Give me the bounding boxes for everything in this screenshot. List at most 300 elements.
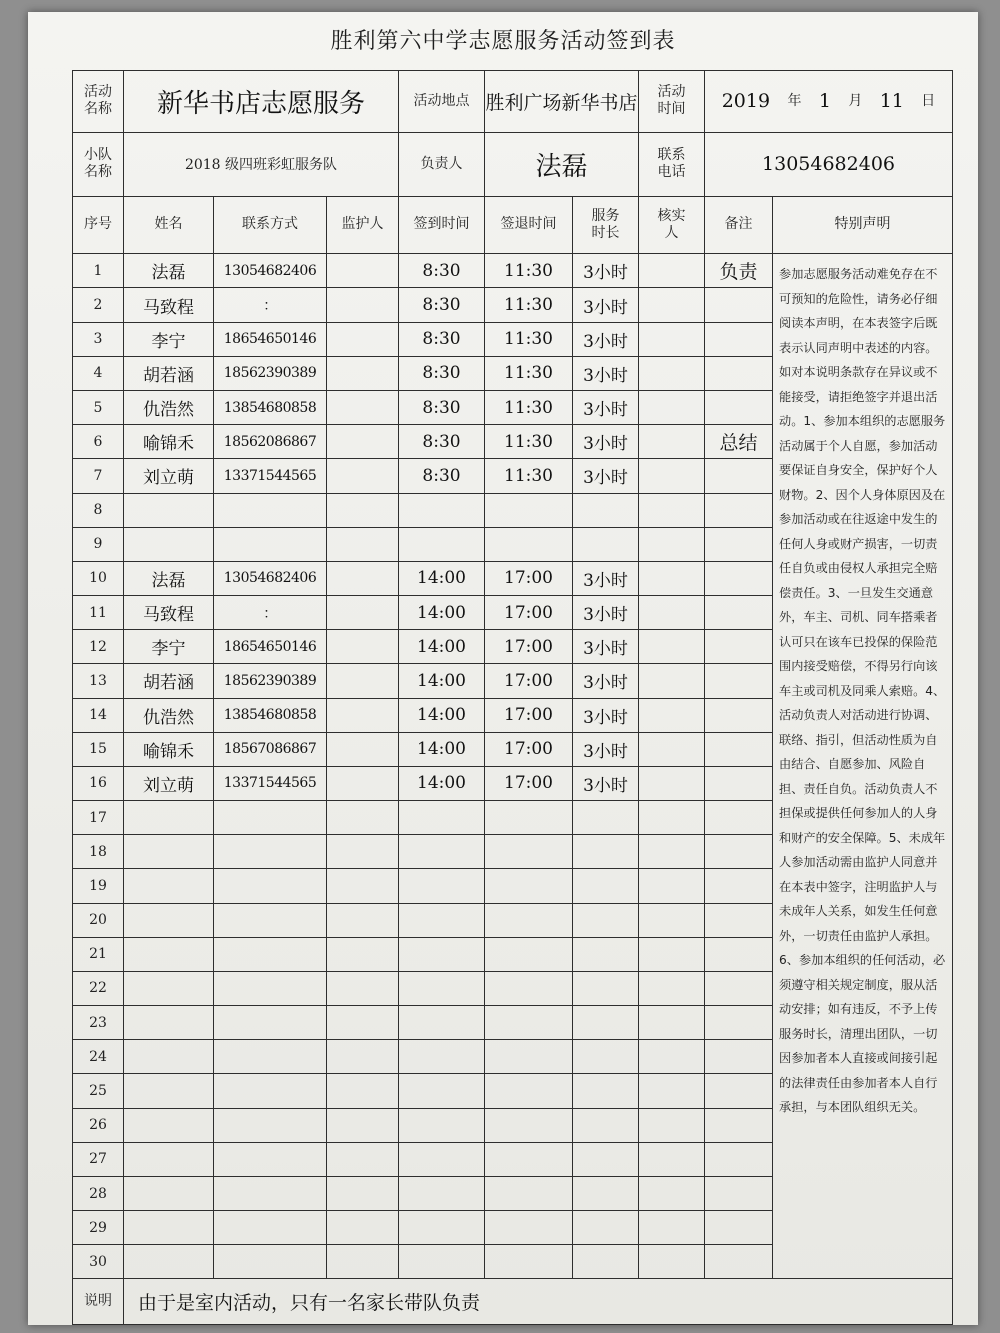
row-guardian bbox=[327, 971, 399, 1005]
row-remark bbox=[705, 971, 773, 1005]
note-row bbox=[73, 1279, 953, 1325]
row-remark bbox=[705, 322, 773, 356]
row-checkout bbox=[485, 527, 573, 561]
row-contact: 13854680858 bbox=[214, 698, 327, 732]
row-contact bbox=[214, 1006, 327, 1040]
row-name bbox=[124, 903, 214, 937]
row-name: 马致程 bbox=[124, 596, 214, 630]
row-verifier bbox=[639, 664, 705, 698]
row-duration: 3小时 bbox=[573, 390, 639, 424]
row-remark bbox=[705, 1211, 773, 1245]
row-seq: 26 bbox=[73, 1108, 124, 1142]
row-duration bbox=[573, 1245, 639, 1279]
row-contact bbox=[214, 1211, 327, 1245]
row-name bbox=[124, 1006, 214, 1040]
row-guardian bbox=[327, 459, 399, 493]
row-contact bbox=[214, 1040, 327, 1074]
row-name bbox=[124, 801, 214, 835]
row-verifier bbox=[639, 390, 705, 424]
row-checkout bbox=[485, 869, 573, 903]
row-verifier bbox=[639, 732, 705, 766]
row-remark bbox=[705, 1176, 773, 1210]
row-remark bbox=[705, 596, 773, 630]
row-name: 仇浩然 bbox=[124, 698, 214, 732]
row-checkout: 17:00 bbox=[485, 630, 573, 664]
row-remark bbox=[705, 698, 773, 732]
special-statement-text: 参加志愿服务活动难免存在不可预知的危险性，请务必仔细阅读本声明，在本表签字后既表示认同声明中表述的内容。如对本说明条款存在异议或不能接受，请拒绝签字并退出活动。1、参加本组织的志愿服务活动属于个人自愿，参加活动要保证自身安全，保护好个人财物。2、因个人身体原因及在参加活动或在往返途中发生的任何人身或财产损害，一切责任自负或由侵权人承担完全赔偿责任。3、一旦发生交通意外，车主、司机、同车搭乘者认可只在该车已投保的保险范围内接受赔偿，不得另行向该车主或司机及同乘人索赔。4、活动负责人对活动进行协调、联络、指引，但活动性质为自由结合、自愿参加、风险自担、责任自负。活动负责人不担保或提供任何参加人的人身和财产的安全保障。5、未成年人参加活动需由监护人同意并在本表中签字，注明监护人与未成年人关系，如发生任何意外，一切责任由监护人承担。6、参加本组织的任何活动，必须遵守相关规定制度，服从活动安排；如有违反，不予上传服务时长，清理出团队，一切因参加者本人直接或间接引起的法律责任由参加者本人自行承担，与本团队组织无关。 bbox=[773, 254, 953, 1279]
row-contact: 18562086867 bbox=[214, 425, 327, 459]
row-duration: 3小时 bbox=[573, 288, 639, 322]
row-remark bbox=[705, 903, 773, 937]
row-guardian bbox=[327, 1245, 399, 1279]
row-seq: 17 bbox=[73, 801, 124, 835]
row-seq: 16 bbox=[73, 766, 124, 800]
col-verifier: 核实 人 bbox=[639, 196, 705, 254]
row-name: 刘立萌 bbox=[124, 459, 214, 493]
row-contact: 18654650146 bbox=[214, 322, 327, 356]
row-duration bbox=[573, 1176, 639, 1210]
row-contact bbox=[214, 869, 327, 903]
row-name bbox=[124, 1176, 214, 1210]
activity-time-label: 活动 时间 bbox=[639, 71, 705, 133]
row-seq: 10 bbox=[73, 561, 124, 595]
row-verifier bbox=[639, 698, 705, 732]
row-remark bbox=[705, 390, 773, 424]
row-seq: 13 bbox=[73, 664, 124, 698]
row-contact: 18567086867 bbox=[214, 732, 327, 766]
row-checkout: 11:30 bbox=[485, 390, 573, 424]
row-guardian bbox=[327, 1108, 399, 1142]
row-verifier bbox=[639, 527, 705, 561]
row-checkin bbox=[399, 869, 485, 903]
row-checkout bbox=[485, 1074, 573, 1108]
activity-name-value: 新华书店志愿服务 bbox=[124, 71, 399, 133]
row-seq: 11 bbox=[73, 596, 124, 630]
row-duration: 3小时 bbox=[573, 630, 639, 664]
row-checkout: 17:00 bbox=[485, 664, 573, 698]
row-checkout bbox=[485, 1211, 573, 1245]
row-name bbox=[124, 1074, 214, 1108]
row-verifier bbox=[639, 971, 705, 1005]
row-seq: 8 bbox=[73, 493, 124, 527]
row-checkin: 14:00 bbox=[399, 596, 485, 630]
row-remark bbox=[705, 1074, 773, 1108]
row-checkout bbox=[485, 1006, 573, 1040]
sign-in-sheet-paper bbox=[28, 12, 978, 1325]
row-duration bbox=[573, 835, 639, 869]
row-seq: 27 bbox=[73, 1142, 124, 1176]
page-title: 胜利第六中学志愿服务活动签到表 bbox=[330, 29, 676, 54]
year-char: 年 bbox=[787, 92, 802, 109]
location-value: 胜利广场新华书店 bbox=[485, 71, 639, 133]
row-guardian bbox=[327, 698, 399, 732]
row-remark bbox=[705, 1006, 773, 1040]
header-row-activity bbox=[73, 71, 953, 133]
row-checkout: 17:00 bbox=[485, 698, 573, 732]
row-guardian bbox=[327, 425, 399, 459]
row-name bbox=[124, 1040, 214, 1074]
row-contact: 13054682406 bbox=[214, 254, 327, 288]
row-remark bbox=[705, 732, 773, 766]
row-checkout bbox=[485, 1245, 573, 1279]
row-contact: 13854680858 bbox=[214, 390, 327, 424]
row-seq: 28 bbox=[73, 1176, 124, 1210]
row-checkin bbox=[399, 971, 485, 1005]
row-name: 李宁 bbox=[124, 630, 214, 664]
row-checkin: 8:30 bbox=[399, 322, 485, 356]
row-checkin: 14:00 bbox=[399, 732, 485, 766]
row-seq: 23 bbox=[73, 1006, 124, 1040]
col-remark: 备注 bbox=[705, 196, 773, 254]
month-char: 月 bbox=[848, 92, 863, 109]
row-duration: 3小时 bbox=[573, 254, 639, 288]
row-checkin bbox=[399, 493, 485, 527]
row-remark bbox=[705, 937, 773, 971]
row-duration: 3小时 bbox=[573, 664, 639, 698]
row-remark bbox=[705, 493, 773, 527]
row-checkout bbox=[485, 903, 573, 937]
row-checkin bbox=[399, 937, 485, 971]
row-seq: 29 bbox=[73, 1211, 124, 1245]
row-name: 喻锦禾 bbox=[124, 732, 214, 766]
row-contact bbox=[214, 1142, 327, 1176]
row-checkout bbox=[485, 1040, 573, 1074]
row-guardian bbox=[327, 596, 399, 630]
row-seq: 30 bbox=[73, 1245, 124, 1279]
row-guardian bbox=[327, 254, 399, 288]
row-seq: 22 bbox=[73, 971, 124, 1005]
row-guardian bbox=[327, 903, 399, 937]
row-checkout: 11:30 bbox=[485, 322, 573, 356]
row-name bbox=[124, 971, 214, 1005]
row-verifier bbox=[639, 1108, 705, 1142]
row-checkin: 8:30 bbox=[399, 288, 485, 322]
row-name: 仇浩然 bbox=[124, 390, 214, 424]
row-checkout: 11:30 bbox=[485, 459, 573, 493]
row-remark bbox=[705, 630, 773, 664]
leader-label: 负责人 bbox=[399, 132, 485, 196]
row-remark bbox=[705, 288, 773, 322]
row-verifier bbox=[639, 1142, 705, 1176]
col-contact: 联系方式 bbox=[214, 196, 327, 254]
row-duration bbox=[573, 1006, 639, 1040]
row-name bbox=[124, 835, 214, 869]
col-duration: 服务 时长 bbox=[573, 196, 639, 254]
row-seq: 1 bbox=[73, 254, 124, 288]
row-contact bbox=[214, 493, 327, 527]
row-contact: ： bbox=[214, 288, 327, 322]
row-contact bbox=[214, 835, 327, 869]
team-name-value: 2018 级四班彩虹服务队 bbox=[124, 132, 399, 196]
row-remark bbox=[705, 561, 773, 595]
row-contact bbox=[214, 801, 327, 835]
row-remark: 总结 bbox=[705, 425, 773, 459]
row-contact: ： bbox=[214, 596, 327, 630]
row-guardian bbox=[327, 493, 399, 527]
row-checkout: 17:00 bbox=[485, 766, 573, 800]
row-guardian bbox=[327, 801, 399, 835]
row-remark bbox=[705, 527, 773, 561]
column-header-row bbox=[73, 196, 953, 254]
row-contact: 18562390389 bbox=[214, 356, 327, 390]
header-row-team bbox=[73, 132, 953, 196]
row-remark bbox=[705, 766, 773, 800]
row-duration bbox=[573, 493, 639, 527]
row-seq: 15 bbox=[73, 732, 124, 766]
row-guardian bbox=[327, 288, 399, 322]
row-duration bbox=[573, 937, 639, 971]
row-checkout bbox=[485, 1142, 573, 1176]
activity-date-value bbox=[705, 71, 953, 133]
row-checkin bbox=[399, 801, 485, 835]
row-duration: 3小时 bbox=[573, 596, 639, 630]
row-verifier bbox=[639, 835, 705, 869]
row-checkout: 11:30 bbox=[485, 425, 573, 459]
row-checkout bbox=[485, 971, 573, 1005]
row-seq: 2 bbox=[73, 288, 124, 322]
row-verifier bbox=[639, 288, 705, 322]
row-verifier bbox=[639, 630, 705, 664]
col-seq: 序号 bbox=[73, 196, 124, 254]
row-guardian bbox=[327, 1074, 399, 1108]
leader-value: 法磊 bbox=[485, 132, 639, 196]
row-seq: 20 bbox=[73, 903, 124, 937]
row-remark bbox=[705, 1108, 773, 1142]
row-seq: 9 bbox=[73, 527, 124, 561]
row-verifier bbox=[639, 937, 705, 971]
row-name bbox=[124, 1245, 214, 1279]
row-checkin bbox=[399, 1006, 485, 1040]
row-duration bbox=[573, 1040, 639, 1074]
row-checkin: 14:00 bbox=[399, 561, 485, 595]
row-guardian bbox=[327, 1006, 399, 1040]
row-checkout bbox=[485, 493, 573, 527]
row-guardian bbox=[327, 527, 399, 561]
row-remark: 负责 bbox=[705, 254, 773, 288]
row-duration bbox=[573, 971, 639, 1005]
row-checkout bbox=[485, 1108, 573, 1142]
row-checkin bbox=[399, 1074, 485, 1108]
row-duration: 3小时 bbox=[573, 425, 639, 459]
row-checkin bbox=[399, 835, 485, 869]
row-duration bbox=[573, 1108, 639, 1142]
row-seq: 6 bbox=[73, 425, 124, 459]
row-checkin bbox=[399, 1108, 485, 1142]
row-verifier bbox=[639, 493, 705, 527]
row-checkout bbox=[485, 835, 573, 869]
col-statement: 特别声明 bbox=[773, 196, 953, 254]
row-verifier bbox=[639, 561, 705, 595]
row-contact bbox=[214, 903, 327, 937]
row-contact bbox=[214, 1108, 327, 1142]
row-verifier bbox=[639, 869, 705, 903]
row-name: 喻锦禾 bbox=[124, 425, 214, 459]
row-name bbox=[124, 937, 214, 971]
row-name bbox=[124, 527, 214, 561]
row-remark bbox=[705, 1040, 773, 1074]
row-verifier bbox=[639, 1040, 705, 1074]
row-name: 法磊 bbox=[124, 254, 214, 288]
row-checkout: 11:30 bbox=[485, 254, 573, 288]
row-checkin: 8:30 bbox=[399, 390, 485, 424]
location-label: 活动地点 bbox=[399, 71, 485, 133]
row-guardian bbox=[327, 561, 399, 595]
row-guardian bbox=[327, 766, 399, 800]
row-guardian bbox=[327, 1211, 399, 1245]
row-remark bbox=[705, 835, 773, 869]
row-seq: 5 bbox=[73, 390, 124, 424]
date-month: 1 bbox=[818, 90, 831, 113]
row-duration: 3小时 bbox=[573, 322, 639, 356]
row-checkout bbox=[485, 801, 573, 835]
row-name: 马致程 bbox=[124, 288, 214, 322]
row-remark bbox=[705, 459, 773, 493]
row-verifier bbox=[639, 254, 705, 288]
row-checkin bbox=[399, 1245, 485, 1279]
row-seq: 4 bbox=[73, 356, 124, 390]
row-checkin: 14:00 bbox=[399, 630, 485, 664]
row-duration bbox=[573, 1142, 639, 1176]
row-duration bbox=[573, 527, 639, 561]
row-guardian bbox=[327, 664, 399, 698]
row-seq: 12 bbox=[73, 630, 124, 664]
row-seq: 18 bbox=[73, 835, 124, 869]
date-day: 11 bbox=[879, 90, 904, 113]
row-checkin: 14:00 bbox=[399, 766, 485, 800]
row-guardian bbox=[327, 1176, 399, 1210]
row-guardian bbox=[327, 630, 399, 664]
row-duration: 3小时 bbox=[573, 459, 639, 493]
row-checkin bbox=[399, 1211, 485, 1245]
row-name bbox=[124, 869, 214, 903]
note-text: 由于是室内活动，只有一名家长带队负责 bbox=[124, 1279, 953, 1325]
row-verifier bbox=[639, 801, 705, 835]
row-name: 法磊 bbox=[124, 561, 214, 595]
row-verifier bbox=[639, 1006, 705, 1040]
row-verifier bbox=[639, 1245, 705, 1279]
row-checkout: 11:30 bbox=[485, 288, 573, 322]
row-checkin: 8:30 bbox=[399, 425, 485, 459]
row-verifier bbox=[639, 1074, 705, 1108]
row-contact bbox=[214, 971, 327, 1005]
row-duration bbox=[573, 869, 639, 903]
row-seq: 7 bbox=[73, 459, 124, 493]
row-guardian bbox=[327, 1040, 399, 1074]
row-contact: 13371544565 bbox=[214, 766, 327, 800]
row-duration: 3小时 bbox=[573, 698, 639, 732]
row-contact bbox=[214, 1176, 327, 1210]
row-name: 李宁 bbox=[124, 322, 214, 356]
table-row bbox=[73, 254, 953, 288]
row-name bbox=[124, 1108, 214, 1142]
row-remark bbox=[705, 356, 773, 390]
sign-in-table bbox=[72, 70, 953, 1325]
row-checkout bbox=[485, 937, 573, 971]
row-guardian bbox=[327, 322, 399, 356]
row-checkin bbox=[399, 1176, 485, 1210]
row-remark bbox=[705, 1245, 773, 1279]
row-name bbox=[124, 1211, 214, 1245]
row-checkout bbox=[485, 1176, 573, 1210]
row-checkout: 17:00 bbox=[485, 732, 573, 766]
row-contact: 13054682406 bbox=[214, 561, 327, 595]
row-name bbox=[124, 1142, 214, 1176]
row-contact: 18562390389 bbox=[214, 664, 327, 698]
row-verifier bbox=[639, 596, 705, 630]
row-remark bbox=[705, 664, 773, 698]
row-guardian bbox=[327, 937, 399, 971]
row-contact: 18654650146 bbox=[214, 630, 327, 664]
phone-label: 联系 电话 bbox=[639, 132, 705, 196]
row-name: 刘立萌 bbox=[124, 766, 214, 800]
row-duration bbox=[573, 1074, 639, 1108]
row-seq: 25 bbox=[73, 1074, 124, 1108]
row-name: 胡若涵 bbox=[124, 356, 214, 390]
row-duration bbox=[573, 1211, 639, 1245]
phone-value: 13054682406 bbox=[705, 132, 953, 196]
row-duration bbox=[573, 903, 639, 937]
row-guardian bbox=[327, 732, 399, 766]
row-guardian bbox=[327, 835, 399, 869]
row-duration: 3小时 bbox=[573, 356, 639, 390]
row-checkin: 8:30 bbox=[399, 254, 485, 288]
row-verifier bbox=[639, 322, 705, 356]
row-verifier bbox=[639, 356, 705, 390]
row-contact bbox=[214, 937, 327, 971]
row-verifier bbox=[639, 903, 705, 937]
col-guardian: 监护人 bbox=[327, 196, 399, 254]
row-seq: 24 bbox=[73, 1040, 124, 1074]
row-name: 胡若涵 bbox=[124, 664, 214, 698]
row-guardian bbox=[327, 869, 399, 903]
row-contact bbox=[214, 527, 327, 561]
row-guardian bbox=[327, 1142, 399, 1176]
row-seq: 19 bbox=[73, 869, 124, 903]
row-checkout: 11:30 bbox=[485, 356, 573, 390]
row-contact bbox=[214, 1245, 327, 1279]
row-guardian bbox=[327, 390, 399, 424]
row-verifier bbox=[639, 425, 705, 459]
row-seq: 14 bbox=[73, 698, 124, 732]
row-seq: 21 bbox=[73, 937, 124, 971]
row-checkin bbox=[399, 903, 485, 937]
team-name-label: 小队 名称 bbox=[73, 132, 124, 196]
row-remark bbox=[705, 801, 773, 835]
row-checkin: 14:00 bbox=[399, 698, 485, 732]
row-contact bbox=[214, 1074, 327, 1108]
row-remark bbox=[705, 869, 773, 903]
day-char: 日 bbox=[921, 92, 936, 109]
row-duration: 3小时 bbox=[573, 766, 639, 800]
row-checkout: 17:00 bbox=[485, 596, 573, 630]
note-label: 说明 bbox=[73, 1279, 124, 1325]
row-remark bbox=[705, 1142, 773, 1176]
row-checkin bbox=[399, 527, 485, 561]
row-guardian bbox=[327, 356, 399, 390]
row-checkin: 8:30 bbox=[399, 356, 485, 390]
row-contact: 13371544565 bbox=[214, 459, 327, 493]
row-checkin: 14:00 bbox=[399, 664, 485, 698]
date-year: 2019 bbox=[721, 90, 771, 113]
row-checkin: 8:30 bbox=[399, 459, 485, 493]
activity-name-label: 活动 名称 bbox=[73, 71, 124, 133]
row-checkin bbox=[399, 1142, 485, 1176]
col-checkout: 签退时间 bbox=[485, 196, 573, 254]
col-checkin: 签到时间 bbox=[399, 196, 485, 254]
row-verifier bbox=[639, 459, 705, 493]
row-name bbox=[124, 493, 214, 527]
row-verifier bbox=[639, 1176, 705, 1210]
